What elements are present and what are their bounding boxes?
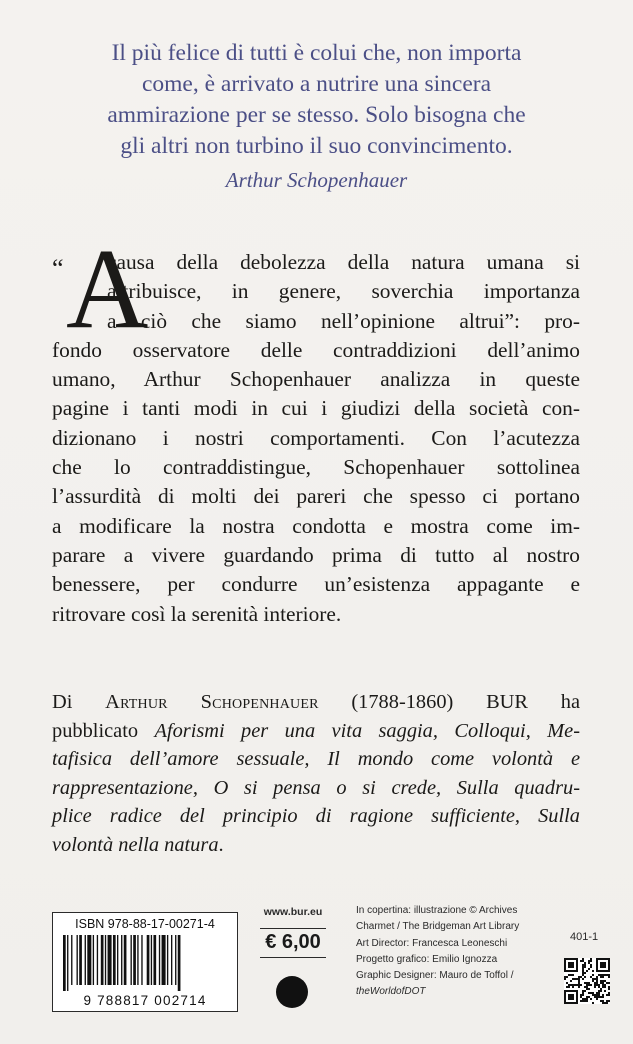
barcode-bar <box>71 935 72 985</box>
qr-module <box>582 994 584 996</box>
qr-module <box>588 960 590 962</box>
quote-line: ammirazione per se stesso. Solo bisogna che <box>107 102 526 128</box>
barcode-bar <box>151 935 152 985</box>
qr-module <box>584 982 586 984</box>
qr-module <box>588 968 590 970</box>
qr-module <box>598 996 600 998</box>
cover-credits <box>356 903 546 1001</box>
barcode-bar <box>77 935 78 985</box>
credit-line: Progetto grafico: Emilio Ignozza <box>356 953 498 965</box>
qr-module <box>608 986 610 988</box>
description-line: benessere, per condurre un’esistenza appagante e <box>52 572 580 597</box>
barcode-bar <box>141 935 142 985</box>
description-line: causa della debolezza della natura umana si <box>107 250 580 274</box>
qr-module <box>580 1000 582 1002</box>
qr-module <box>590 960 592 962</box>
qr-module <box>584 962 586 964</box>
qr-module <box>598 990 600 992</box>
qr-module <box>572 984 574 986</box>
qr-module <box>580 976 582 978</box>
qr-module <box>588 982 590 984</box>
qr-module <box>608 994 610 996</box>
qr-module <box>582 998 584 1000</box>
qr-module <box>578 978 580 980</box>
credit-line: In copertina: illustrazione © Archives <box>356 905 518 916</box>
qr-module <box>582 970 584 972</box>
qr-module <box>602 1000 604 1002</box>
quote-line: Il più felice di tutti è colui che, non importa <box>111 40 522 66</box>
qr-module <box>582 1000 584 1002</box>
barcode-bar <box>108 935 112 985</box>
description-line: fondo osservatore delle contraddizioni dell’animo <box>52 337 580 362</box>
barcode-bar <box>137 935 138 985</box>
isbn-barcode <box>52 912 238 1012</box>
barcode-bar <box>147 935 150 985</box>
qr-module <box>582 964 584 966</box>
description-line: attribuisce, in genere, soverchia importanza <box>107 279 580 304</box>
qr-module <box>594 986 596 988</box>
qr-module <box>600 996 602 998</box>
barcode-bar <box>87 935 91 985</box>
quote-line: gli altri non turbino il suo convincimento. <box>120 133 513 159</box>
opening-quote-mark: “ <box>52 254 64 283</box>
qr-module <box>588 984 590 986</box>
qr-module <box>584 972 586 974</box>
qr-module <box>564 978 566 980</box>
description-line: a modificare la nostra condotta e mostra come im- <box>52 513 580 538</box>
qr-module <box>606 1000 608 1002</box>
qr-module <box>602 976 604 978</box>
qr-module <box>580 984 582 986</box>
barcode-digits: 9 788817 002714 <box>83 993 207 1008</box>
qr-module <box>572 974 574 976</box>
description-line: che lo contraddistingue, Schopenhauer sottolinea <box>52 455 580 480</box>
qr-module <box>606 982 608 984</box>
qr-module <box>590 998 592 1000</box>
author-name: Arthur Schopenhauer <box>105 691 319 713</box>
barcode-bar <box>121 935 122 985</box>
qr-module <box>584 964 586 966</box>
qr-module <box>582 978 584 980</box>
bio-line <box>52 745 580 774</box>
qr-module <box>580 996 582 998</box>
qr-module <box>596 998 598 1000</box>
qr-module <box>600 976 602 978</box>
qr-module <box>596 978 598 980</box>
barcode-bar <box>162 935 166 985</box>
barcode-bar <box>67 935 68 991</box>
qr-module <box>568 994 574 1000</box>
qr-module <box>586 1000 588 1002</box>
qr-module <box>586 988 588 990</box>
barcode-bar <box>159 935 160 985</box>
qr-module <box>602 986 604 988</box>
qr-module <box>590 992 592 994</box>
description-line: ritrovare così la serenità interiore. <box>52 601 342 626</box>
qr-module <box>588 962 590 964</box>
black-dot-mark <box>276 976 308 1008</box>
qr-module <box>588 996 590 998</box>
qr-module <box>608 1000 610 1002</box>
barcode-bar <box>153 935 156 985</box>
qr-module <box>602 984 604 986</box>
qr-module <box>606 1002 608 1004</box>
qr-module <box>586 984 588 986</box>
qr-module <box>608 988 610 990</box>
qr-module <box>568 962 574 968</box>
qr-module <box>582 958 584 960</box>
qr-module <box>604 990 606 992</box>
qr-module <box>590 984 592 986</box>
barcode-bar <box>79 935 82 985</box>
qr-module <box>578 986 580 988</box>
qr-module <box>596 984 598 986</box>
qr-module <box>592 994 594 996</box>
qr-module <box>594 978 596 980</box>
qr-module <box>604 1002 606 1004</box>
qr-module <box>570 984 572 986</box>
qr-module <box>606 974 608 976</box>
barcode-bar <box>124 935 127 985</box>
qr-module <box>598 974 600 976</box>
qr-module <box>588 988 590 990</box>
barcode-bar <box>117 935 118 985</box>
qr-module <box>594 984 596 986</box>
qr-module <box>596 994 598 996</box>
design-studio: theWorldofDOT <box>356 986 426 998</box>
qr-module <box>564 976 566 978</box>
qr-code-icon <box>564 958 610 1004</box>
qr-module <box>596 982 598 984</box>
bio-line <box>52 802 580 831</box>
author-bibliography <box>52 688 580 860</box>
qr-module <box>578 982 580 984</box>
qr-module <box>582 992 584 994</box>
bio-titles: Aforismi per una vita saggia, Colloqui, Me- <box>154 719 581 742</box>
bio-line <box>52 688 580 717</box>
qr-module <box>588 992 590 994</box>
bio-line <box>52 831 580 860</box>
bio-text: pubblicato <box>52 719 155 742</box>
qr-module <box>570 974 572 976</box>
qr-module <box>600 1000 602 1002</box>
qr-module <box>604 980 606 982</box>
credit-line: Charmet / The Bridgeman Art Library <box>356 921 520 933</box>
qr-module <box>576 978 578 980</box>
qr-module <box>598 992 600 994</box>
bio-text: (1788-1860) BUR ha <box>318 691 580 713</box>
qr-module <box>604 974 606 976</box>
qr-module <box>594 996 596 998</box>
qr-module <box>586 998 588 1000</box>
bio-titles: tafisica dell’amore sessuale, Il mondo come volontà e <box>52 748 580 771</box>
bio-text: Di <box>52 691 106 713</box>
qr-module <box>606 994 608 996</box>
qr-module <box>594 994 596 996</box>
qr-module <box>586 986 588 988</box>
qr-module <box>582 972 584 974</box>
qr-module <box>574 984 576 986</box>
bio-titles: volontà nella natura <box>52 833 219 856</box>
qr-module <box>600 988 602 990</box>
qr-module <box>568 974 570 976</box>
description-line: a ciò che siamo nell’opinione altrui”: pro- <box>107 308 580 333</box>
qr-module <box>590 976 592 978</box>
barcode-bars <box>61 935 231 991</box>
barcode-bar <box>178 935 181 991</box>
quote-author: Arthur Schopenhauer <box>225 168 408 192</box>
book-description <box>52 248 580 629</box>
bio-text: . <box>218 833 224 856</box>
barcode-bar <box>101 935 104 985</box>
qr-module <box>568 986 570 988</box>
credit-line: Art Director: Francesca Leoneschi <box>356 937 508 949</box>
qr-module <box>566 976 568 978</box>
qr-module <box>600 980 602 982</box>
qr-module <box>596 976 598 978</box>
qr-module <box>604 986 606 988</box>
qr-module <box>592 980 594 982</box>
qr-module <box>600 962 606 968</box>
price-tag: € 6,00 <box>260 928 326 958</box>
barcode-bar <box>85 935 86 985</box>
barcode-bar <box>93 935 94 985</box>
description-line: parare a vivere guardando prima di tutto al nostro <box>52 542 580 567</box>
catalog-code: 401-1 <box>570 931 599 943</box>
qr-module <box>584 986 586 988</box>
qr-module <box>582 960 584 962</box>
qr-module <box>592 1002 594 1004</box>
qr-module <box>602 974 604 976</box>
qr-module <box>572 986 574 988</box>
qr-module <box>568 984 570 986</box>
drop-cap: A <box>66 225 149 352</box>
qr-module <box>592 974 594 976</box>
barcode-bar <box>105 935 106 985</box>
qr-module <box>584 998 586 1000</box>
barcode-bar <box>113 935 116 985</box>
qr-module <box>600 982 602 984</box>
description-line: dizionano i nostri comportamenti. Con l’acutezza <box>52 425 580 450</box>
qr-module <box>584 976 586 978</box>
qr-module <box>592 992 594 994</box>
qr-module <box>594 982 596 984</box>
qr-module <box>608 976 610 978</box>
qr-module <box>584 966 586 968</box>
qr-module <box>600 990 602 992</box>
qr-module <box>586 982 588 984</box>
qr-module <box>582 974 584 976</box>
qr-module <box>570 980 572 982</box>
epigraph-quote <box>24 38 609 196</box>
description-line: l’assurdità di molti dei pareri che spesso ci portano <box>52 484 580 509</box>
barcode-bar <box>133 935 136 985</box>
qr-module <box>580 994 582 996</box>
qr-module <box>598 984 600 986</box>
qr-module <box>566 986 568 988</box>
qr-module <box>578 984 580 986</box>
barcode-bar <box>97 935 98 985</box>
qr-module <box>586 996 588 998</box>
qr-module <box>602 996 604 998</box>
qr-module <box>600 974 602 976</box>
qr-module <box>608 992 610 994</box>
qr-module <box>602 982 604 984</box>
qr-module <box>572 978 574 980</box>
barcode-bar <box>175 935 176 985</box>
qr-module <box>586 970 588 972</box>
qr-module <box>574 978 576 980</box>
qr-module <box>596 996 598 998</box>
qr-module <box>566 982 568 984</box>
qr-module <box>590 958 592 960</box>
qr-module <box>602 1002 604 1004</box>
qr-module <box>598 994 600 996</box>
qr-module <box>584 990 586 992</box>
qr-module <box>592 970 594 972</box>
qr-module <box>598 986 600 988</box>
quote-line: come, è arrivato a nutrire una sincera <box>141 71 492 97</box>
qr-module <box>592 978 594 980</box>
bio-line <box>52 717 580 746</box>
qr-module <box>582 966 584 968</box>
description-line: pagine i tanti modi in cui i giudizi della società con- <box>52 396 580 421</box>
qr-module <box>608 982 610 984</box>
qr-module <box>580 960 582 962</box>
qr-module <box>584 1000 586 1002</box>
description-line: umano, Arthur Schopenhauer analizza in queste <box>52 367 580 392</box>
isbn-label: ISBN 978-88-17-00271-4 <box>75 917 215 931</box>
qr-module <box>578 976 580 978</box>
qr-module <box>582 990 584 992</box>
bio-titles: rappresentazione, O si pensa o si crede, Sulla quadru- <box>52 776 580 799</box>
qr-module <box>578 980 580 982</box>
barcode-bar <box>171 935 172 985</box>
qr-module <box>602 980 604 982</box>
credit-line: Graphic Designer: Mauro de Toffol / <box>356 970 514 982</box>
barcode-bar <box>167 935 168 985</box>
qr-module <box>608 974 610 976</box>
qr-module <box>596 992 598 994</box>
qr-module <box>590 964 592 966</box>
qr-module <box>576 984 578 986</box>
barcode-bar <box>131 935 132 985</box>
qr-module <box>602 994 604 996</box>
bio-titles: plice radice del principio di ragione sufficiente, Sulla <box>52 805 580 828</box>
publisher-website: www.bur.eu <box>263 906 323 918</box>
qr-module <box>596 980 598 982</box>
bio-line <box>52 774 580 803</box>
qr-module <box>590 966 592 968</box>
qr-module <box>604 984 606 986</box>
barcode-bar <box>63 935 66 991</box>
qr-module <box>582 968 584 970</box>
